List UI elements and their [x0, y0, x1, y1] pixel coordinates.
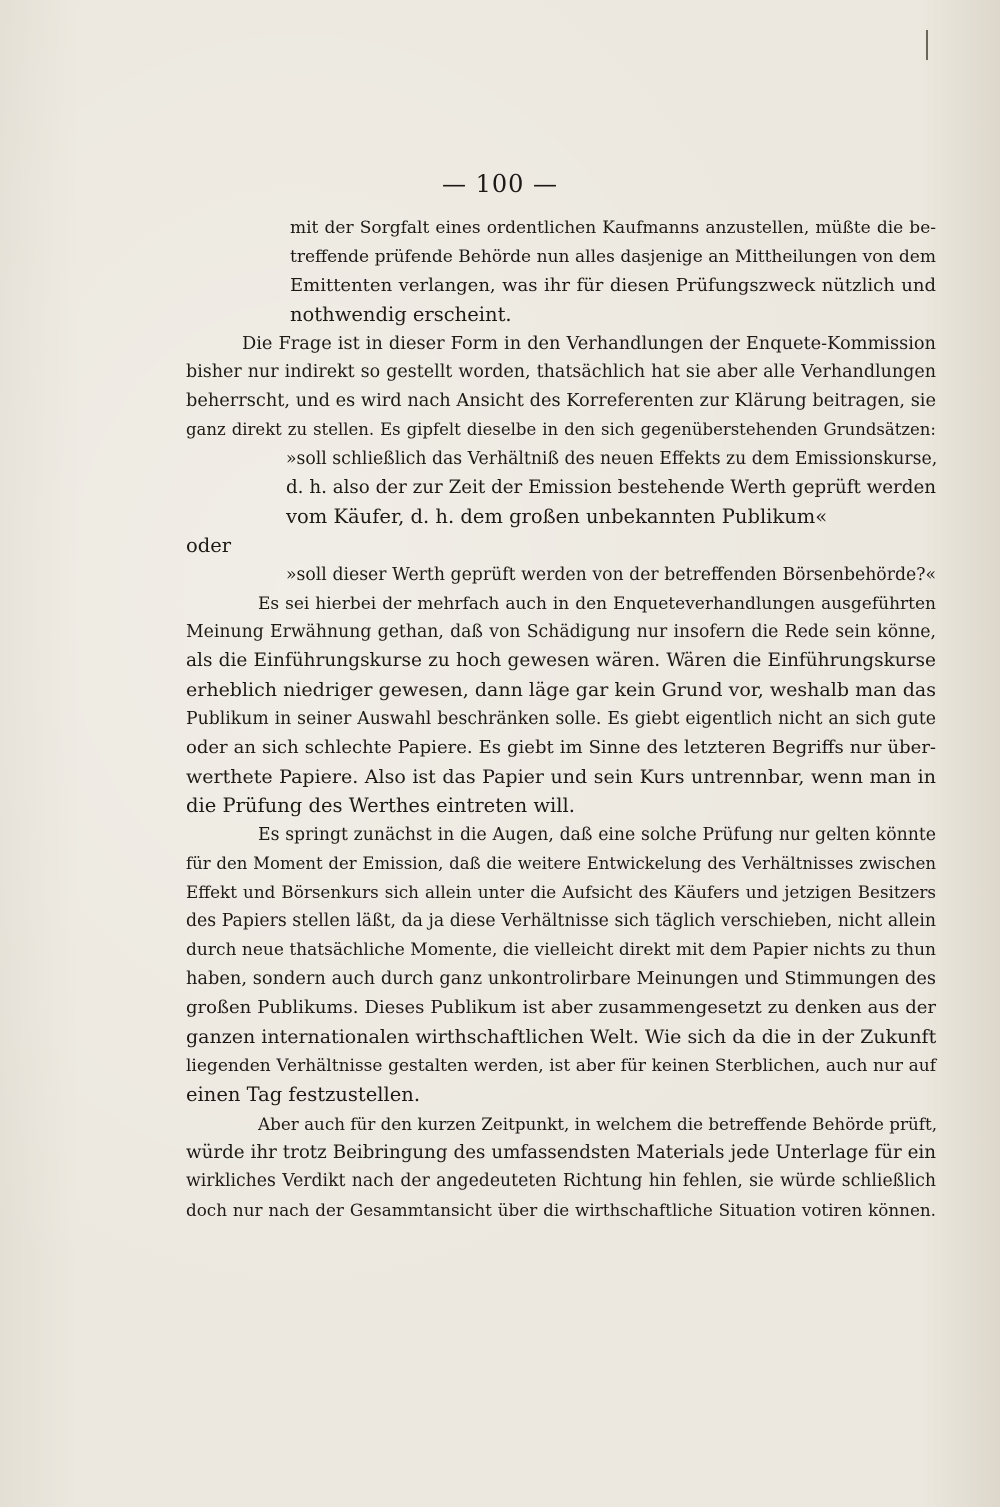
text-line: vom Käufer, d. h. dem großen unbekannten Publikum«: [286, 504, 828, 528]
text-line: einen Tag festzustellen.: [186, 1082, 421, 1106]
text-line: Die Frage ist in dieser Form in den Verhandlungen der Enquete-Kommission: [242, 333, 936, 354]
text-line: die Prüfung des Werthes eintreten will.: [186, 793, 575, 817]
text-line: »soll schließlich das Verhältniß des neuen Effekts zu dem Emissionskurse,: [286, 449, 938, 470]
text-line: ganz direkt zu stellen. Es gipfelt dieselbe in den sich gegenüberstehenden Grundsätzen:: [186, 420, 936, 440]
text-line: liegenden Verhältnisse gestalten werden, ist aber für keinen Sterblichen, auch nur auf: [186, 1055, 936, 1076]
text-line: großen Publikums. Dieses Publikum ist aber zusammengesetzt zu denken aus der: [186, 997, 936, 1019]
text-line: »soll dieser Werth geprüft werden von der betreffenden Börsenbehörde?«: [286, 564, 936, 585]
text-line: Effekt und Börsenkurs sich allein unter die Aufsicht des Käufers und jetzigen Besitzers: [186, 882, 936, 903]
text-line: oder: [186, 533, 232, 557]
text-line: treffende prüfende Behörde nun alles dasjenige an Mittheilungen von dem: [290, 246, 936, 267]
text-line: Emittenten verlangen, was ihr für diesen Prüfungszweck nützlich und: [290, 274, 936, 296]
text-line: wirkliches Verdikt nach der angedeuteten Richtung hin fehlen, sie würde schließlich: [186, 1171, 936, 1192]
text-line: Publikum in seiner Auswahl beschränken solle. Es giebt eigentlich nicht an sich gute: [186, 709, 936, 730]
text-line: für den Moment der Emission, daß die weitere Entwickelung des Verhältnisses zwischen: [186, 853, 936, 873]
text-line: beherrscht, und es wird nach Ansicht des Korreferenten zur Klärung beitragen, sie: [186, 391, 936, 412]
page-edge-mark: [926, 30, 928, 60]
text-line: erheblich niedriger gewesen, dann läge gar kein Grund vor, weshalb man das: [186, 679, 936, 702]
text-line: Aber auch für den kurzen Zeitpunkt, in welchem die betreffende Behörde prüft,: [258, 1113, 938, 1134]
body-text: [186, 214, 936, 1225]
text-line: als die Einführungskurse zu hoch gewesen wären. Wären die Einführungskurse: [186, 650, 936, 672]
text-line: Es sei hierbei der mehrfach auch in den Enqueteverhandlungen ausgeführten: [258, 593, 936, 614]
text-line: werthete Papiere. Also ist das Papier und sein Kurs untrennbar, wenn man in: [186, 765, 936, 788]
text-line: des Papiers stellen läßt, da ja diese Verhältnisse sich täglich verschieben, nicht allein: [186, 911, 936, 932]
text-line: doch nur nach der Gesammtansicht über die wirthschaftliche Situation votiren können.: [186, 1200, 936, 1221]
text-line: ganzen internationalen wirthschaftlichen Welt. Wie sich da die in der Zukunft: [186, 1025, 937, 1048]
text-line: würde ihr trotz Beibringung des umfassendsten Materials jede Unterlage für ein: [186, 1141, 936, 1163]
text-line: d. h. also der zur Zeit der Emission bestehende Werth geprüft werden: [286, 477, 936, 499]
text-line: oder an sich schlechte Papiere. Es giebt im Sinne des letzteren Begriffs nur über-: [186, 737, 936, 759]
page-number: — 100 —: [441, 170, 559, 198]
text-line: durch neue thatsächliche Momente, die vielleicht direkt mit dem Papier nichts zu thun: [186, 940, 936, 961]
text-line: Es springt zunächst in die Augen, daß eine solche Prüfung nur gelten könnte: [258, 824, 936, 845]
text-line: mit der Sorgfalt eines ordentlichen Kaufmanns anzustellen, müßte die be-: [290, 218, 936, 238]
text-line: haben, sondern auch durch ganz unkontrolirbare Meinungen und Stimmungen des: [186, 969, 936, 990]
text-line: bisher nur indirekt so gestellt worden, thatsächlich hat sie aber alle Verhandlungen: [186, 362, 936, 383]
text-line: nothwendig erscheint.: [290, 302, 512, 326]
text-line: Meinung Erwähnung gethan, daß von Schädigung nur insofern die Rede sein könne,: [186, 622, 936, 643]
